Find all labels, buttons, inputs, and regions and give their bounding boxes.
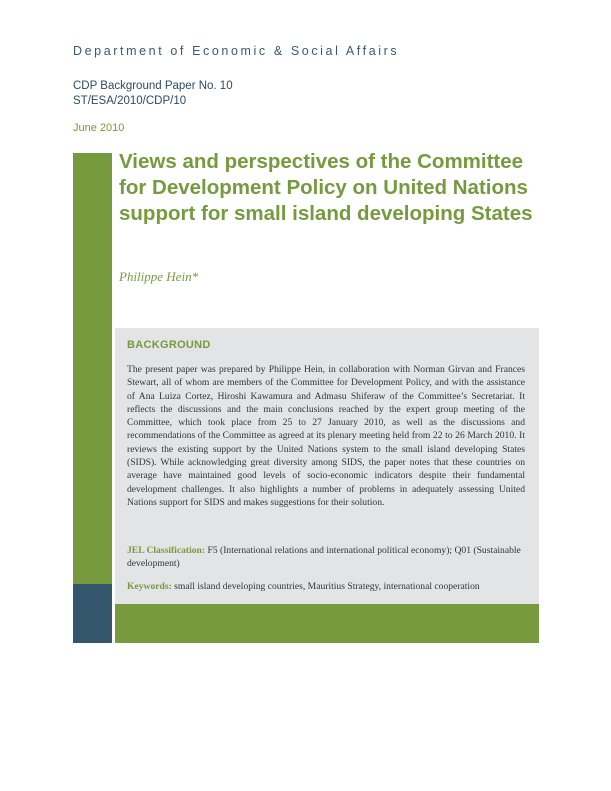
document-code: ST/ESA/2010/CDP/10 bbox=[73, 95, 187, 107]
paper-number: CDP Background Paper No. 10 bbox=[73, 80, 233, 92]
background-body: The present paper was prepared by Philippe Hein, in collaboration with Norman Girvan and Frances Stewart, all of whom are members of the Committee for Development Policy, and with the assistance of Ana Luiza Cortez, Hiroshi Kawamura and Admasu Shiferaw of the Committee’s Secretariat. It reflects the discussions and the main conclusions reached by the expert group meeting of the Committee, which took place from 25 to 27 January 2010, as well as the discussions and recommendations of the Committee as agreed at its plenary meeting held from 22 to 26 March 2010. It reviews the existing support by the United Nations system to the small island developing States (SIDS). While acknowledging great diversity among SIDS, the paper notes that these countries on average have maintained good levels of socio-economic indicators despite their fundamental development challenges. It also highlights a number of problems in adequately assessing United Nations support for SIDS and makes suggestions for their solution. bbox=[127, 364, 525, 508]
green-footer-bar bbox=[115, 604, 539, 643]
blue-side-block bbox=[73, 584, 112, 643]
page-title: Views and perspectives of the Committee for Development Policy on United Nations support for small island developing States bbox=[119, 150, 533, 225]
author-name: Philippe Hein* bbox=[119, 269, 199, 284]
jel-label: JEL Classification: bbox=[127, 545, 206, 556]
publication-date: June 2010 bbox=[73, 122, 125, 134]
green-side-bar bbox=[73, 153, 112, 584]
keywords-value: small island developing countries, Mauritius Strategy, international cooperation bbox=[174, 581, 480, 592]
keywords bbox=[127, 580, 529, 593]
background-heading: BACKGROUND bbox=[127, 339, 211, 351]
jel-classification bbox=[127, 544, 529, 571]
background-box bbox=[115, 328, 539, 604]
jel-value: F5 (International relations and international political economy); Q01 (Sustainable development) bbox=[127, 545, 521, 570]
keywords-label: Keywords: bbox=[127, 581, 172, 592]
department-name: Department of Economic & Social Affairs bbox=[73, 44, 400, 58]
paper-identifiers bbox=[73, 79, 233, 109]
